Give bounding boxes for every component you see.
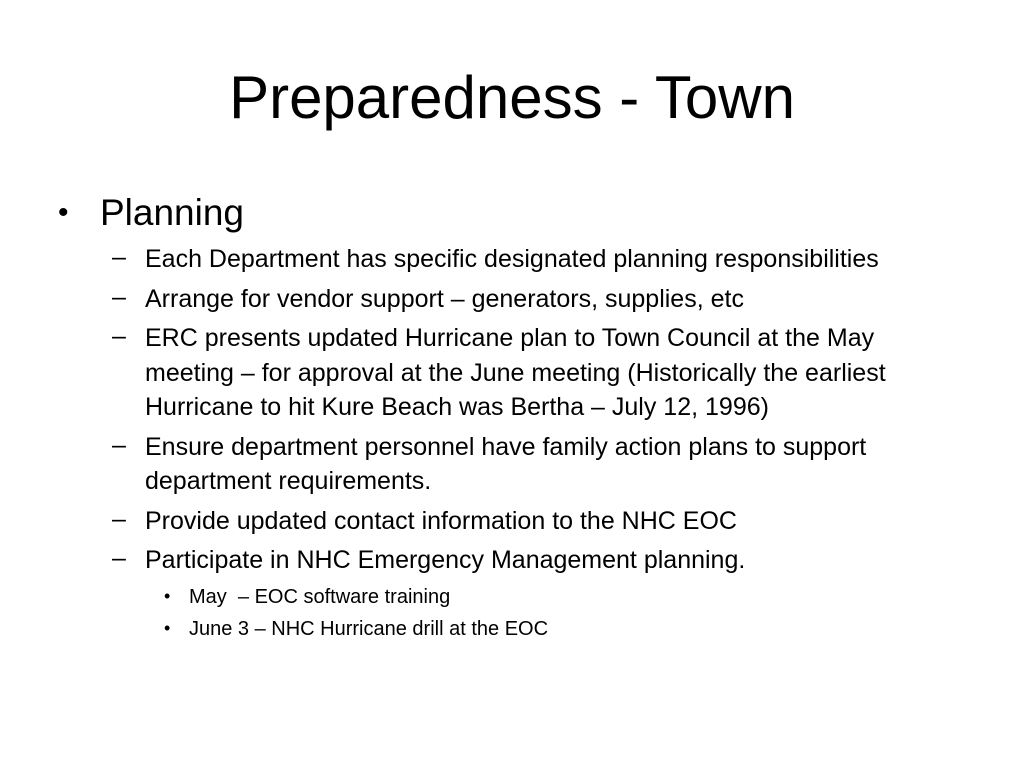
sub-bullet-item: [56, 242, 965, 277]
sub-sub-bullet-item: [56, 616, 976, 642]
bullet-planning: [56, 190, 976, 236]
sub-bullet-text: Ensure department personnel have family action plans to support department requirements.: [145, 432, 867, 495]
sub-bullet-item: [56, 282, 965, 317]
bullet-icon: •: [164, 617, 171, 638]
sub-bullet-item: [56, 543, 965, 578]
bullet-icon: •: [58, 196, 69, 229]
sub-bullet-text: Arrange for vendor support – generators, supplies, etc: [145, 284, 744, 313]
slide-title: Preparedness - Town: [229, 64, 795, 131]
sub-bullet-item: [56, 504, 965, 539]
dash-icon: –: [112, 282, 126, 311]
sub-bullet-text: Participate in NHC Emergency Management planning.: [145, 546, 746, 574]
sub-sub-bullet-text: May – EOC software training: [189, 585, 451, 608]
dash-icon: –: [112, 322, 126, 350]
dash-icon: –: [112, 504, 126, 533]
dash-icon: –: [112, 243, 126, 271]
sub-sub-bullet-list: [56, 584, 976, 642]
sub-sub-bullet-item: [56, 584, 976, 610]
sub-bullet-text: ERC presents updated Hurricane plan to Town Council at the May meeting – for approval at the June meeting (Historically the earliest Hurricane to hit Kure Beach was Bertha – July 12, 1996): [145, 324, 886, 421]
sub-bullet-list: [56, 242, 976, 642]
slide-content: [56, 190, 976, 648]
dash-icon: –: [112, 544, 126, 572]
bullet-icon: •: [164, 585, 171, 606]
sub-bullet-text: Each Department has specific designated planning responsibilities: [145, 245, 879, 273]
sub-bullet-item: [56, 321, 965, 425]
sub-sub-bullet-text: June 3 – NHC Hurricane drill at the EOC: [189, 617, 549, 640]
dash-icon: –: [112, 430, 126, 459]
sub-bullet-text: Provide updated contact information to the NHC EOC: [145, 506, 737, 535]
bullet-text: Planning: [100, 192, 245, 233]
sub-bullet-item: [56, 430, 965, 499]
